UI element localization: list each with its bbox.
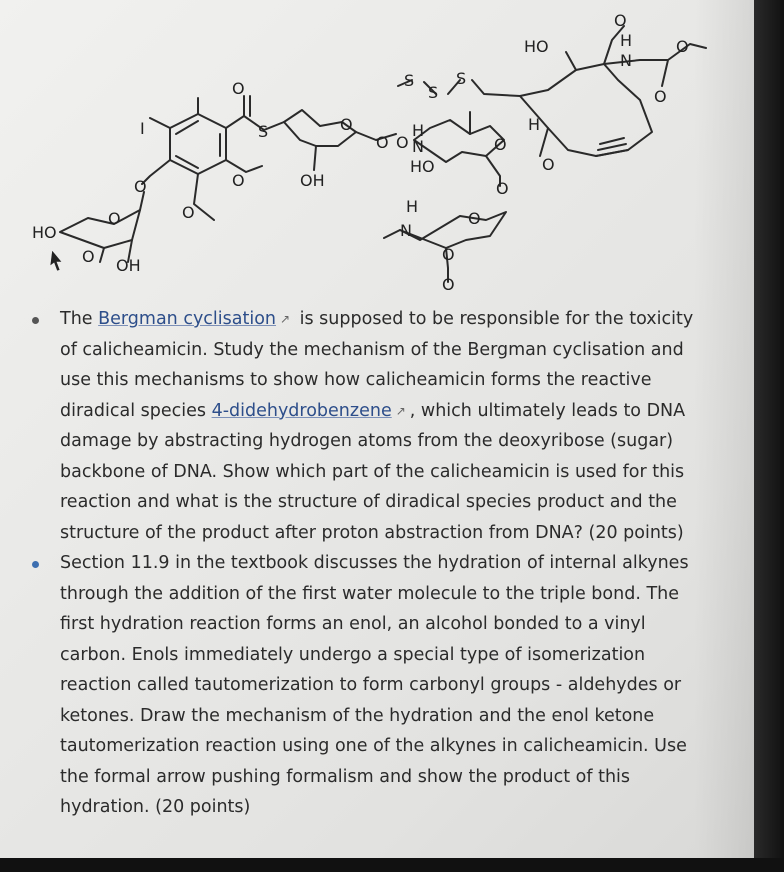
bond <box>176 121 220 168</box>
atom-label: I <box>140 119 145 138</box>
photo-shadow <box>694 0 754 858</box>
atom-label: H <box>406 197 419 216</box>
atom-label: O <box>442 245 455 264</box>
atom-label: S <box>404 71 415 90</box>
bond <box>60 210 140 248</box>
atom-label: O <box>232 79 245 98</box>
bond <box>520 64 652 156</box>
atom-label: HO <box>32 223 57 242</box>
photo-border <box>0 858 784 872</box>
bond <box>226 96 284 130</box>
atom-label: H <box>412 121 425 140</box>
atom-label: H <box>528 115 541 134</box>
question-text-middle: is supposed to be responsible for the toxicity of calicheamicin. Study the mechanism of the Bergman cyclisation and use this mechanisms to show how calicheamicin forms the reactive diradical species <box>60 309 694 421</box>
atom-label: S <box>258 122 269 141</box>
question-list <box>30 304 710 823</box>
bullet-dot <box>32 561 39 568</box>
atom-label: OH <box>300 171 325 190</box>
atom-label: N <box>412 137 424 156</box>
atom-label: OH <box>116 256 141 275</box>
atom-label: O <box>654 87 667 106</box>
mouse-cursor-icon <box>50 250 62 271</box>
bond <box>596 138 628 156</box>
atom-label: O <box>376 133 389 152</box>
atom-label: O <box>108 209 121 228</box>
atom-label: O <box>542 155 555 174</box>
question-text-intro: The <box>60 309 99 329</box>
atom-label: O <box>468 209 481 228</box>
question-item <box>30 548 710 823</box>
question-text-end: , which ultimately leads to DNA damage by abstracting hydrogen atoms from the deoxyribose (sugar) backbone of DNA. Show which part of the calicheamicin is used for this reaction and what is the structure of diradical species product and the structure of the product after proton abstraction from DNA? (20 points) <box>60 400 686 543</box>
atom-label: N <box>620 51 632 70</box>
atom-label: O <box>134 177 147 196</box>
atom-label: S <box>456 69 467 88</box>
bullet-dot <box>32 317 39 324</box>
atom-label: O <box>396 133 409 152</box>
calicheamicin-structure <box>0 0 754 300</box>
atom-label: O <box>340 115 353 134</box>
atom-label: HO <box>524 37 549 56</box>
atom-label: N <box>400 221 412 240</box>
bond <box>414 120 504 162</box>
bond <box>400 212 506 248</box>
bond <box>100 192 144 262</box>
external-link-icon[interactable]: ↗ <box>395 403 406 418</box>
photo-border <box>754 0 784 872</box>
atom-label: S <box>428 83 439 102</box>
bergman-cyclisation-link[interactable]: Bergman cyclisation <box>98 309 277 329</box>
atom-label: O <box>442 275 455 294</box>
atom-label: O <box>614 11 627 30</box>
atom-label: HO <box>410 157 435 176</box>
atom-label: O <box>496 179 509 198</box>
question-item <box>30 304 710 548</box>
atom-label: O <box>232 171 245 190</box>
atom-label: O <box>182 203 195 222</box>
question-text: Section 11.9 in the textbook discusses the hydration of internal alkynes through the addition of the first water molecule to the triple bond. The first hydration reaction forms an enol, an alcohol bonded to a vinyl carbon. Enols immediately undergo a special type of isomerization reaction called tautomerization to form carbonyl groups - aldehydes or ketones. Draw the mechanism of the hydration and the enol ketone tautomerization reaction using one of the alkynes in calicheamicin. Use the formal arrow pushing formalism and show the product of this hydration. (20 points) <box>60 553 689 817</box>
didehydrobenzene-link[interactable]: 4-didehydrobenzene <box>211 400 392 421</box>
atom-label: O <box>82 247 95 266</box>
external-link-icon[interactable]: ↗ <box>280 312 291 326</box>
atom-label: H <box>620 31 633 50</box>
atom-label: O <box>676 37 689 56</box>
bond <box>170 114 226 174</box>
atom-label: O <box>494 135 507 154</box>
